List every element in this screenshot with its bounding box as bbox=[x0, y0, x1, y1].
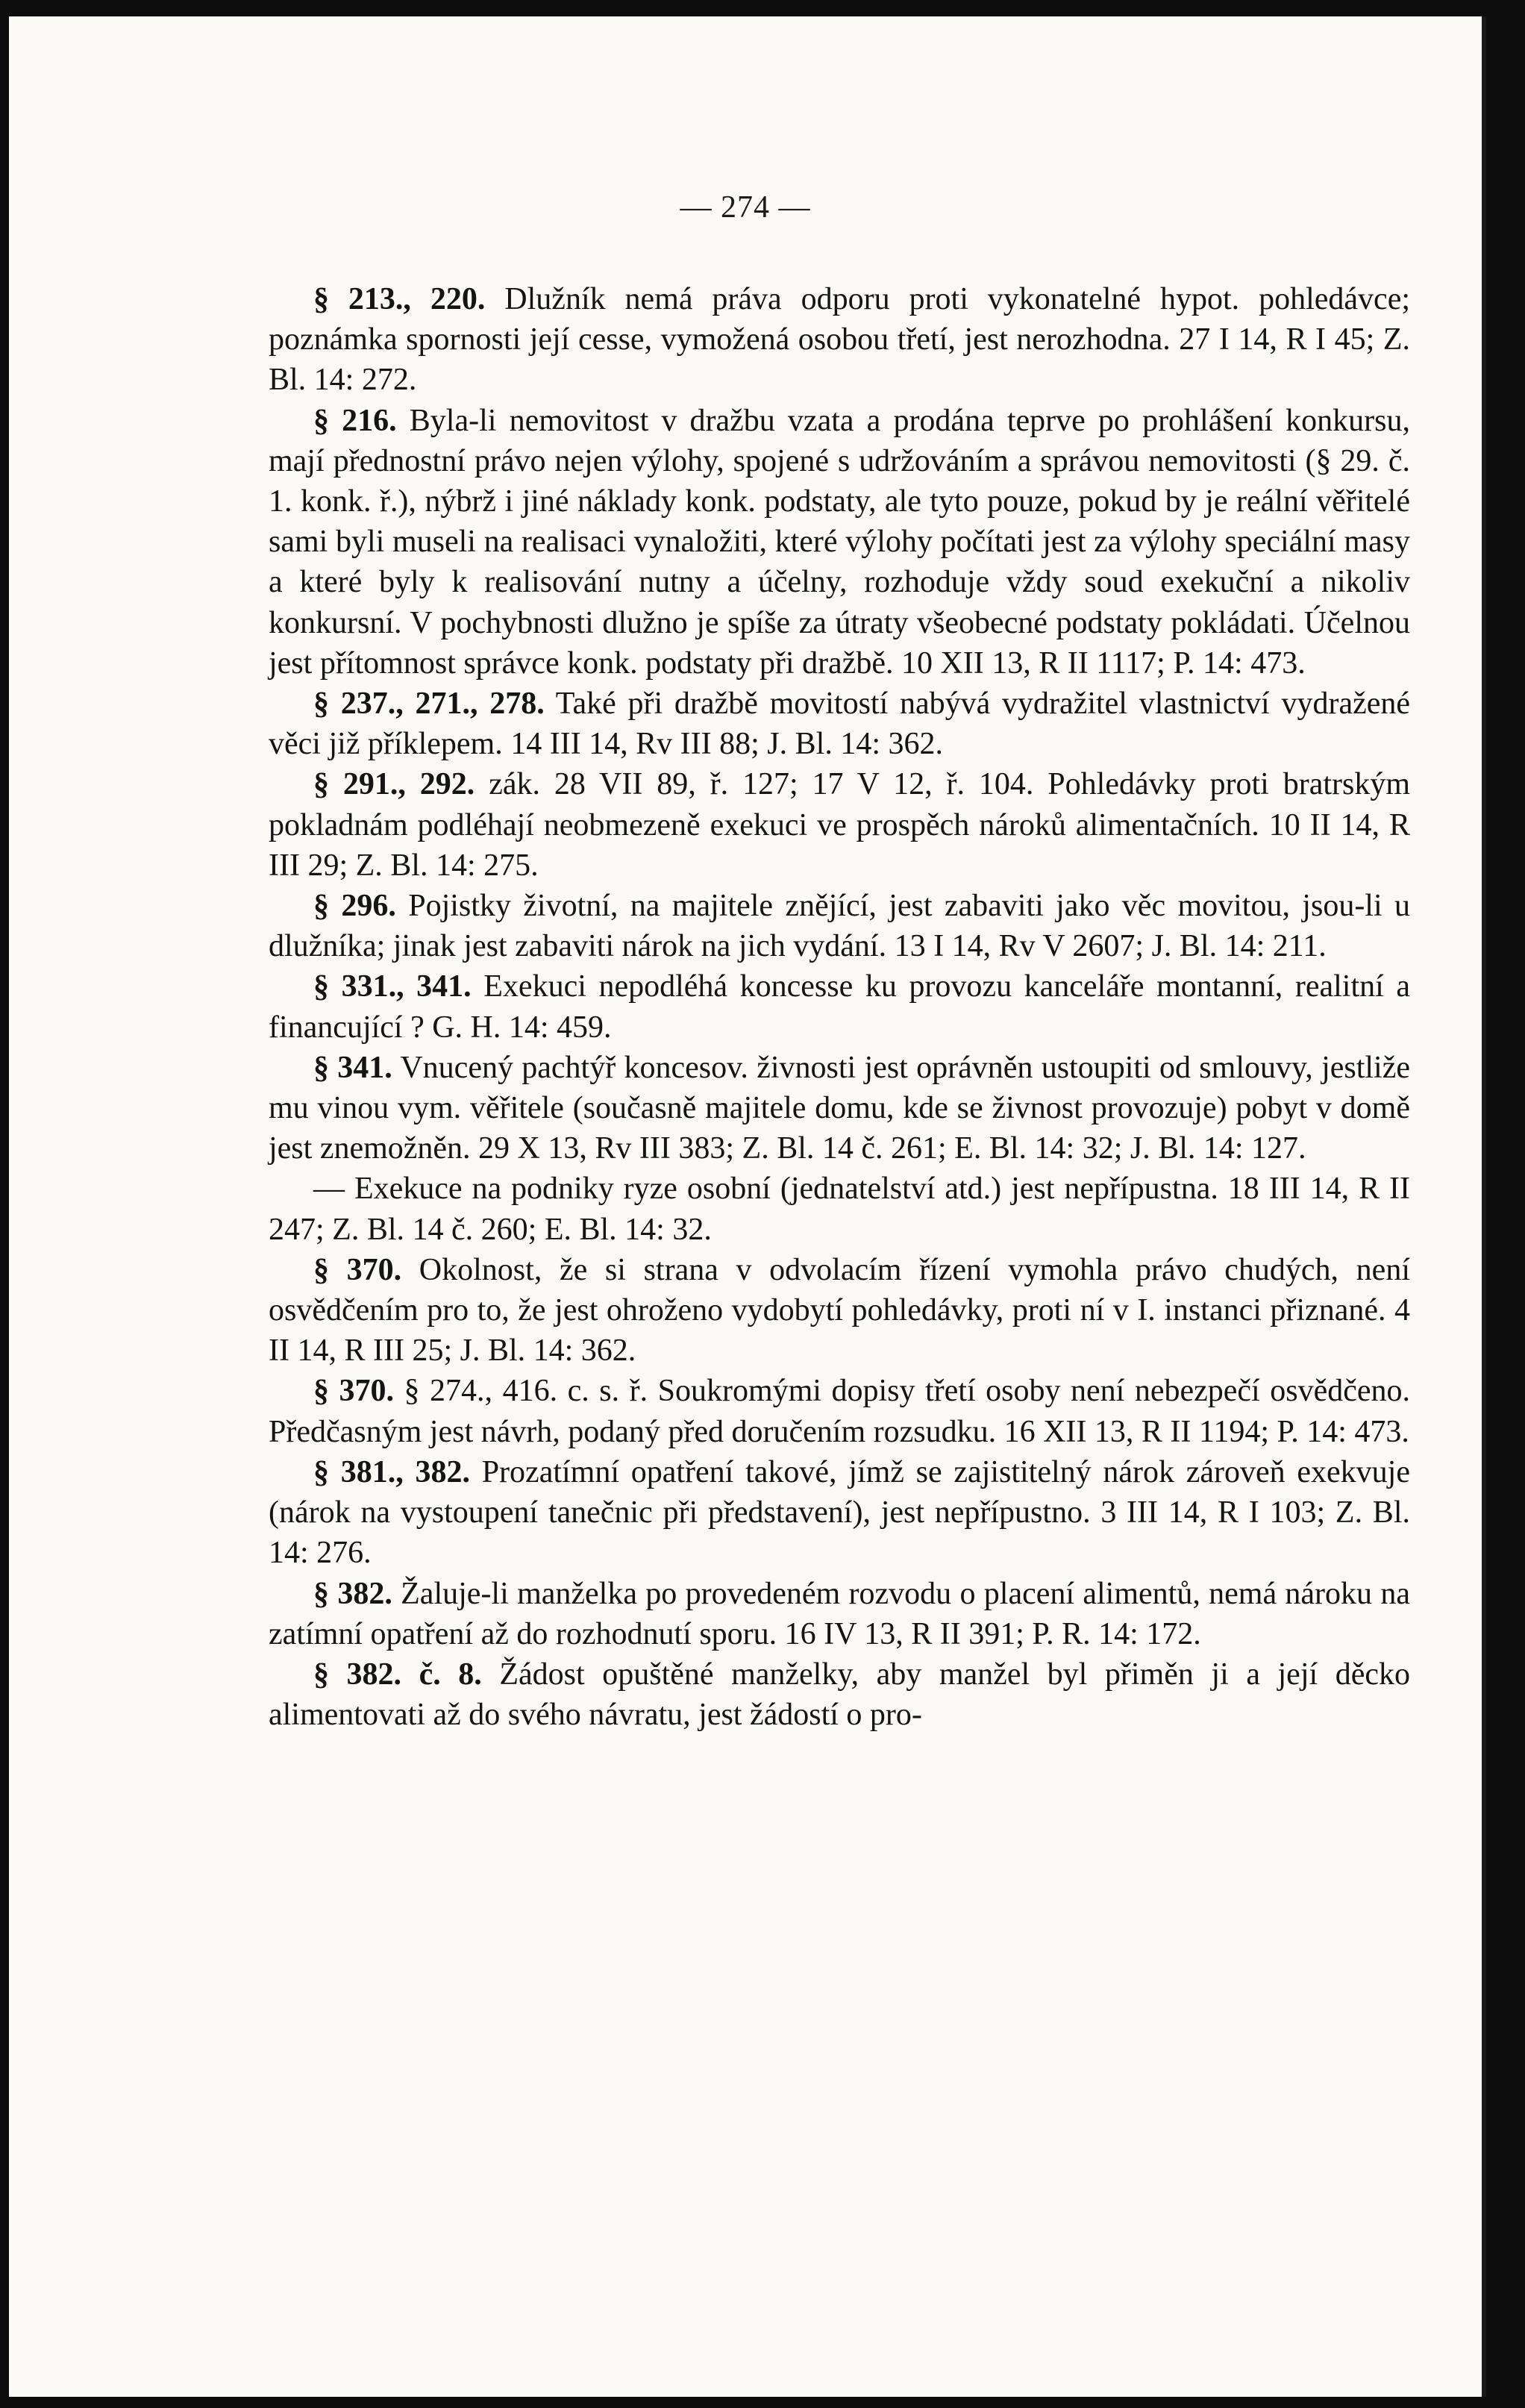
page-number: — 274 — bbox=[680, 190, 811, 225]
section-ref: § 291., 292. bbox=[313, 767, 475, 802]
paragraph bbox=[269, 401, 1410, 684]
paragraph bbox=[269, 966, 1410, 1047]
section-ref: § 213., 220. bbox=[313, 282, 486, 316]
paragraph-text: Vnucený pachtýř koncesov. živnosti jest oprávněn ustoupiti od smlouvy, jestliže mu vinou vym. věřitele (současně majitele domu, kde se živnost provozuje) pobyt v domě jest znemožněn. 29 X 13, Rv III 383; Z. Bl. 14 č. 261; E. Bl. 14: 32; J. Bl. 14: 127. bbox=[269, 1050, 1411, 1166]
section-ref: § 370. bbox=[313, 1374, 395, 1409]
text-body bbox=[269, 279, 1410, 1735]
section-ref: § 381., 382. bbox=[313, 1454, 470, 1489]
paragraph bbox=[269, 1371, 1410, 1451]
paragraph-text: Také při dražbě movitostí nabývá vydražitel vlastnictví vydražené věci již příklepem. 14 III 14, Rv III 88; J. Bl. 14: 362. bbox=[269, 687, 1411, 762]
section-ref: § 382. č. 8. bbox=[313, 1657, 482, 1692]
paragraph bbox=[269, 1250, 1410, 1372]
section-ref: § 370. bbox=[313, 1252, 402, 1287]
paragraph bbox=[269, 684, 1410, 764]
paragraph-text: Žádost opuštěné manželky, aby manžel byl přiměn ji a její děcko alimentovati až do svého návratu, jest žádostí o pro- bbox=[269, 1657, 1410, 1733]
paragraph bbox=[269, 1048, 1410, 1169]
paragraph bbox=[269, 1452, 1410, 1574]
section-ref: § 341. bbox=[313, 1050, 392, 1085]
book-page bbox=[9, 16, 1486, 2397]
section-ref: § 296. bbox=[313, 889, 396, 924]
paragraph-text: zák. 28 VII 89, ř. 127; 17 V 12, ř. 104. Pohledávky proti bratrským pokladnám podléhají neobmezeně exekuci ve prospěch nároků alimentačních. 10 II 14, R III 29; Z. Bl. 14: 275. bbox=[269, 767, 1411, 883]
paragraph-text: Exekuci nepodléhá koncesse ku provozu kanceláře montanní, realitní a financující ? G. H. 14: 459. bbox=[269, 969, 1411, 1045]
paragraph-text: Prozatímní opatření takové, jímž se zajistitelný nárok zároveň exekvuje (nárok na vystoupení tanečnic při představení), jest nepřípustno. 3 III 14, R I 103; Z. Bl. 14: 276. bbox=[269, 1454, 1410, 1571]
paragraph bbox=[269, 886, 1410, 966]
paragraph-text: Žaluje-li manželka po provedeném rozvodu o placení alimentů, nemá nároku na zatímní opatření až do rozhodnutí sporu. 16 IV 13, R II 391; P. R. 14: 172. bbox=[269, 1576, 1411, 1651]
paragraph bbox=[269, 764, 1410, 886]
paragraph-text: § 274., 416. c. s. ř. Soukromými dopisy třetí osoby není nebezpečí osvědčeno. Předčasným jest návrh, podaný před doručením rozsudku. 16 XII 13, R II 1194; P. 14: 473. bbox=[269, 1374, 1410, 1449]
paragraph bbox=[269, 1169, 1410, 1249]
section-ref: § 237., 271., 278. bbox=[313, 687, 545, 722]
paragraph-text: Pojistky životní, na majitele znějící, jest zabaviti jako věc movitou, jsou-li u dlužníka; jinak jest zabaviti nárok na jich vydání. 13 I 14, Rv V 2607; J. Bl. 14: 211. bbox=[269, 889, 1410, 964]
section-ref: § 382. bbox=[313, 1576, 392, 1611]
paragraph-text: Okolnost, že si strana v odvolacím řízení vymohla právo chudých, není osvědčením pro to, že jest ohroženo vydobytí pohledávky, proti ní v I. instanci přiznané. 4 II 14, R III 25; J. Bl. 14: 362. bbox=[269, 1252, 1410, 1369]
paragraph-text: — Exekuce na podniky ryze osobní (jednatelství atd.) jest nepřípustna. 18 III 14, R II 247; Z. Bl. 14 č. 260; E. Bl. 14: 32. bbox=[269, 1172, 1410, 1247]
paragraph bbox=[269, 1574, 1410, 1654]
paragraph bbox=[269, 279, 1410, 401]
paragraph bbox=[269, 1654, 1410, 1735]
paragraph-text: Dlužník nemá práva odporu proti vykonatelné hypot. pohledávce; poznámka spornosti její cesse, vymožená osobou třetí, jest nerozhodna. 27 I 14, R I 45; Z. Bl. 14: 272. bbox=[269, 282, 1411, 398]
section-ref: § 331., 341. bbox=[313, 969, 472, 1004]
paragraph-text: Byla-li nemovitost v dražbu vzata a prodána teprve po prohlášení konkursu, mají přednostní právo nejen výlohy, spojené s udržováním a správou nemovitosti (§ 29. č. 1. konk. ř.), nýbrž i jiné náklady konk. podstaty, ale tyto pouze, pokud by je reální věřitelé sami byli museli na realisaci vynaložiti, které výlohy počítati jest za výlohy speciální masy a které byly k realisování nutny a účelny, rozhoduje vždy soud exekuční a nikoliv konkursní. V pochybnosti dlužno je spíše za útraty všeobecné podstaty pokládati. Účelnou jest přítomnost správce konk. podstaty při dražbě. 10 XII 13, R II 1117; P. 14: 473. bbox=[269, 403, 1410, 681]
section-ref: § 216. bbox=[313, 403, 397, 438]
